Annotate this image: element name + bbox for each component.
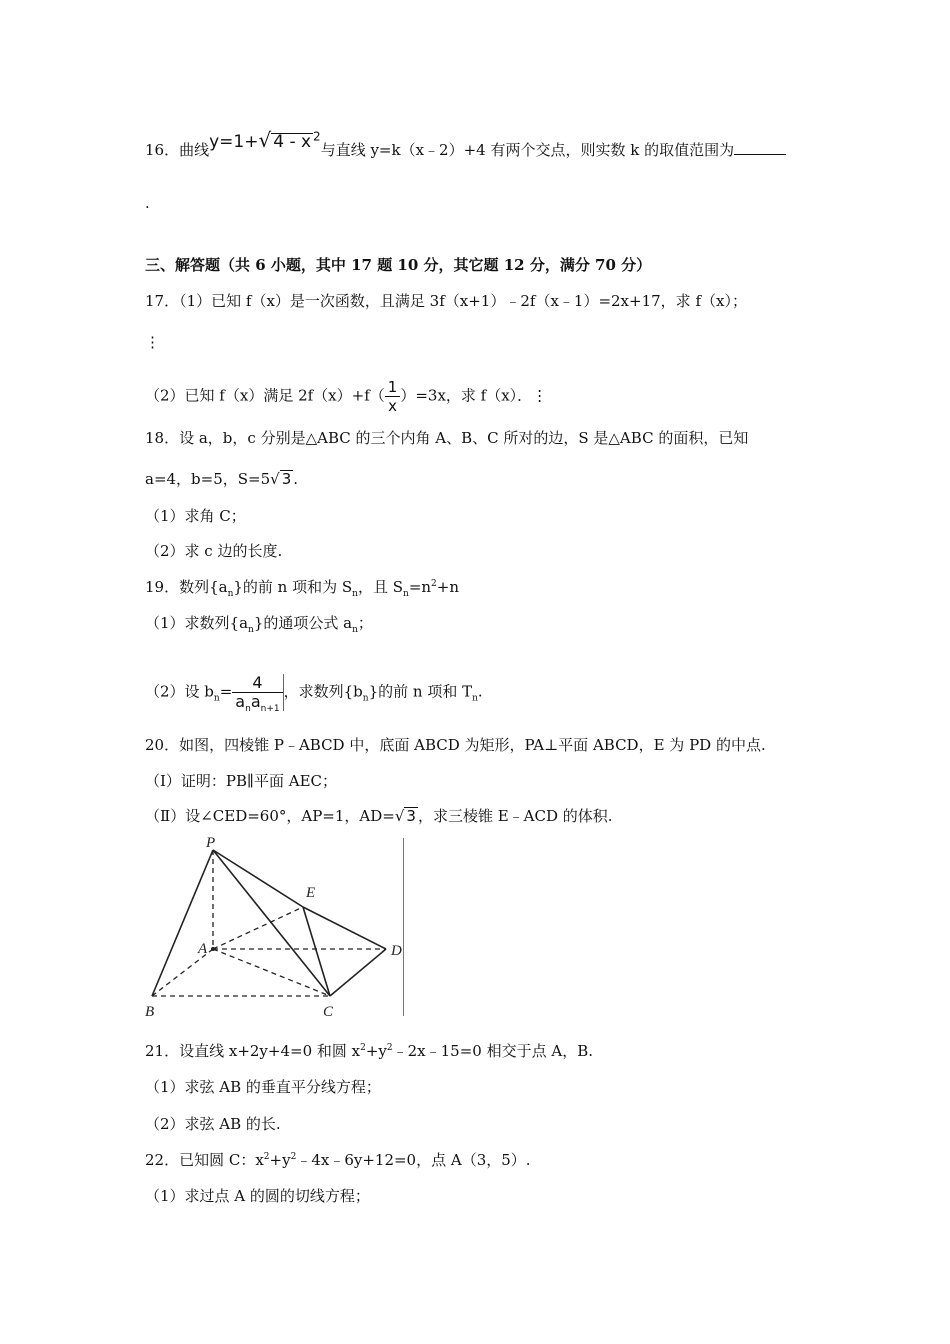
- q17-ellipsis: ⋮: [145, 333, 160, 351]
- q22-line1: 22．已知圆 C：$x^2+y^2﹣4x﹣6y+12=0$，点 A（3，5）.: [145, 1151, 531, 1169]
- q18-line2: a=4，b=5，S=5√ 3 .: [145, 470, 299, 488]
- q21-line1: 21．设直线 x+2y+4=0 和圆 $x^2+y^2﹣2x﹣15=0$ 相交于点 A，B.: [145, 1042, 594, 1060]
- q16-dot: .: [145, 194, 150, 212]
- label-E: E: [306, 885, 316, 901]
- question-16: [145, 128, 786, 160]
- q19-part1: （1）求数列$\{a_n\}$的通项公式 $a_n$；: [145, 614, 373, 635]
- q17-fraction: $\frac{1}{x}$: [385, 378, 401, 415]
- q20-part1: （Ⅰ）证明：PB∥平面 AEC；: [145, 772, 337, 790]
- label-D: D: [391, 943, 402, 959]
- label-A: A: [198, 941, 208, 957]
- q16-number: 16．曲线: [145, 141, 210, 159]
- figure-divider: [403, 838, 404, 1016]
- q17-line1: 17．（1）已知 f（x）是一次函数，且满足 3f（x+1）﹣2f（x﹣1）=2x+17，求 f（x）；: [145, 292, 747, 310]
- q21-part2: （2）求弦 AB 的长.: [145, 1115, 281, 1133]
- q21-part1: （1）求弦 AB 的垂直平分线方程；: [145, 1078, 381, 1096]
- section-3-title: 三、解答题（共 6 小题，其中 17 题 10 分，其它题 12 分，满分 70 分）: [145, 256, 652, 274]
- label-B: B: [145, 1004, 155, 1020]
- q20-part2: （Ⅱ）设∠CED=60°，AP=1，AD=√ 3 ，求三棱锥 E﹣ACD 的体积.: [145, 807, 613, 825]
- q17-part2: （2）已知 f（x）满足 2f（x）+f（ $\frac{1}{x}$ ）=3x，求 f（x）．⋮: [145, 378, 548, 415]
- q18-part1: （1）求角 C；: [145, 507, 246, 525]
- q22-part1: （1）求过点 A 的圆的切线方程；: [145, 1187, 370, 1205]
- q20-line1: 20．如图，四棱锥 P﹣ABCD 中，底面 ABCD 为矩形，PA⊥平面 ABCD，E 为 PD 的中点.: [145, 736, 766, 754]
- q18-part2: （2）求 c 边的长度.: [145, 542, 283, 560]
- answer-blank: [734, 140, 786, 155]
- label-P: P: [206, 835, 216, 851]
- q18-line1: 18．设 a，b，c 分别是△ABC 的三个内角 A、B、C 所对的边，S 是△ABC 的面积，已知: [145, 429, 749, 447]
- label-C: C: [323, 1004, 334, 1020]
- q16-text: 与直线 y=k（x﹣2）+4 有两个交点，则实数 k 的取值范围为: [320, 141, 735, 159]
- q16-formula: y=1+√ 4 - x $^2$: [209, 128, 321, 152]
- q19-fraction: $\frac{4}{a_na_{n+1}}$: [232, 674, 283, 711]
- q19-line1: 19．数列$\{a_n\}$的前 n 项和为 $S_n$，且 $S_n=n^2+n$: [145, 578, 460, 599]
- pyramid-figure: [140, 833, 410, 1023]
- q19-part2: （2）设 $b_n=$ $\frac{4}{a_na_{n+1}}$ ，求数列$\{b_n\}$的前 n 项和 $T_n$.: [145, 673, 483, 715]
